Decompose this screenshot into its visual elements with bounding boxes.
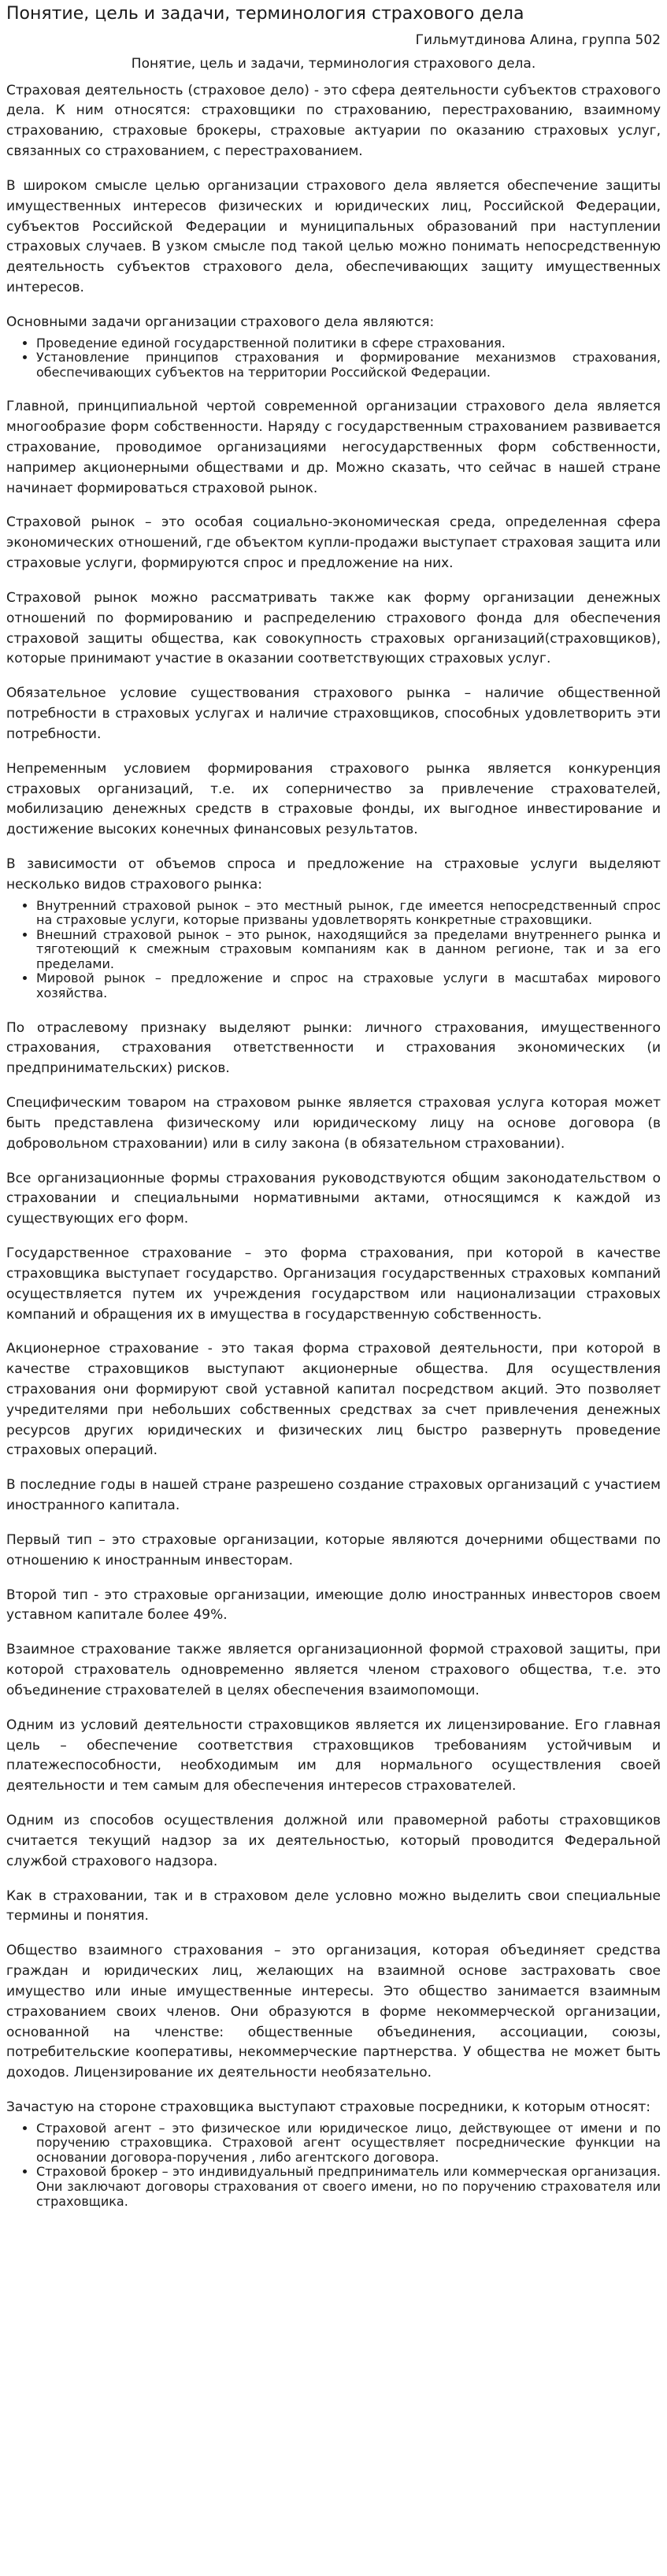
paragraph: Страховой рынок можно рассматривать также как форму организации денежных отношений по формированию и распределению страхового фонда для обеспечения страховой защиты общества, как совокупность страховых организаций(страховщиков), которые принимают участие в оказании соответствующих страховых услуг. <box>6 589 661 667</box>
paragraph: Государственное страхование – это форма страхования, при которой в качестве страховщика выступает государство. Организация государственных страховых компаний осуществляется путем их учреждения государством или национализации страховых компаний и обращения их в имущества в государственную собственность. <box>6 1245 661 1323</box>
paragraph: Второй тип - это страховые организации, имеющие долю иностранных инвесторов своем уставном капитале более 49%. <box>6 1587 661 1624</box>
paragraph: Специфическим товаром на страховом рынке является страховая услуга которая может быть представлена физическому или юридическому лицу на основе договора (в добровольном страховании) или в силу закона (в обязательном страховании). <box>6 1095 661 1152</box>
document-subtitle: Понятие, цель и задачи, терминология страхового дела. <box>131 55 536 72</box>
paragraph: Страховая деятельность (страховое дело) - это сфера деятельности субъектов страхового дела. К ним относятся: страховщики по страхованию, перестрахованию, взаимному страхованию, страховые брокеры, страховые актуарии по оказанию страховых услуг, связанных со страхованием, с перестрахованием. <box>6 82 661 160</box>
list-item: • Страховой брокер – это индивидуальный предприниматель или коммерческая организация. Они заключают договоры страхования от своего имени, но по поручению страхователя или страховщика. <box>36 2165 661 2209</box>
paragraph: Одним из условий деятельности страховщиков является их лицензирование. Его главная цель – обеспечение соответствия страховщиков требованиям устойчивым и платежеспособности, необходимым им для нормального осуществления своей деятельности и тем самым для обеспечения интересов страхователей. <box>6 1717 661 1795</box>
author-line: Гильмутдинова Алина, группа 502 <box>415 32 661 48</box>
paragraph: Главной, принципиальной чертой современной организации страхового дела является многообразие форм собственности. Наряду с государственным страхованием развивается страхование, проводимое организациями негосударственных форм собственности, например акционерными обществами и др. Можно сказать, что сейчас в нашей стране начинает формироваться страховой рынок. <box>6 399 661 496</box>
paragraph: Непременным условием формирования страхового рынка является конкуренция страховых организаций, т.е. их соперничество за привлечение страхователей, мобилизацию денежных средств в страховые фонды, их выгодное инвестирование и достижение высоких конечных финансовых результатов. <box>6 760 661 838</box>
paragraph: Страховой рынок – это особая социально-экономическая среда, определенная сфера экономических отношений, где объектом купли-продажи выступает страховая защита или страховые услуги, формируются спрос и предложение на них. <box>6 514 661 572</box>
paragraph: Общество взаимного страхования – это организация, которая объединяет средства граждан и юридических лиц, желающих на взаимной основе застраховать свое имущество или иные имущественные интересы. Это общество занимается взаимным страхованием своих членов. Они образуются в форме некоммерческой организации, основанной на членстве: общественные объединения, ассоциации, союзы, потребительские кооперативы, некоммерческие партнерства. У общества не может быть доходов. Лицензирование их деятельности необязательно. <box>6 1943 661 2081</box>
list-item: • Мировой рынок – предложение и спрос на страховые услуги в масштабах мирового хозяйства. <box>36 971 661 1000</box>
document-title: Понятие, цель и задачи, терминология страхового дела <box>6 4 524 24</box>
list-item: • Страховой агент – это физическое или юридическое лицо, действующее от имени и по поручению страховщика. Страховой агент осуществляет посреднические функции на основании договора-поручения , либо агентского договора. <box>36 2121 661 2166</box>
paragraph: Акционерное страхование - это такая форма страховой деятельности, при которой в качестве страховщиков выступают акционерные общества. Для осуществления страхования они формируют свой уставной капитал посредством акций. Это позволяет учредителями при небольших собственных средствах за счет привлечения денежных ресурсов других юридических и физических лиц быстро развернуть проведение страховых операций. <box>6 1341 661 1459</box>
paragraph: Первый тип – это страховые организации, которые являются дочерними обществами по отношению к иностранным инвесторам. <box>6 1531 661 1568</box>
list-item: • Проведение единой государственной политики в сфере страхования. <box>36 336 661 351</box>
paragraph: Взаимное страхование также является организационной формой страховой защиты, при которой страхователь одновременно является членом страхового общества, т.е. это объединение страхователей в целях обеспечения взаимопомощи. <box>6 1642 661 1698</box>
market-types-list <box>6 899 661 1001</box>
paragraph: В широком смысле целью организации страхового дела является обеспечение защиты имущественных интересов физических и юридических лиц, Российской Федерации, субъектов Российской Федерации и муниципальных образований при наступлении страховых случаев. В узком смысле под такой целью можно понимать непосредственную деятельность субъектов страхового дела, обеспечивающих защиту имущественных интересов. <box>6 177 661 296</box>
paragraph: Все организационные формы страхования руководствуются общим законодательством о страховании и специальными нормативными актами, относящимся к каждой из существующих его форм. <box>6 1170 661 1227</box>
paragraph: В последние годы в нашей стране разрешено создание страховых организаций с участием иностранного капитала. <box>6 1477 661 1514</box>
paragraph: Обязательное условие существования страхового рынка – наличие общественной потребности в страховых услугах и наличие страховщиков, способных удовлетворить эти потребности. <box>6 685 661 742</box>
paragraph: Одним из способов осуществления должной или правомерной работы страховщиков считается текущий надзор за их деятельностью, который проводится Федеральной службой страхового надзора. <box>6 1813 661 1869</box>
paragraph: Как в страховании, так и в страховом деле условно можно выделить свои специальные термины и понятия. <box>6 1887 661 1925</box>
paragraph: Зачастую на стороне страховщика выступают страховые посредники, к которым относят: <box>6 2099 651 2115</box>
tasks-list <box>6 336 661 380</box>
list-item: • Внутренний страховой рынок – это местный рынок, где имеется непосредственный спрос на страховые услуги, которые призваны удовлетворять конкретные страховщики. <box>36 899 661 928</box>
paragraph: По отраслевому признаку выделяют рынки: личного страхования, имущественного страхования, страхования ответственности и страхования экономических (и предпринимательских) рисков. <box>6 1019 661 1077</box>
paragraph: Основными задачи организации страхового дела являются: <box>6 314 435 330</box>
paragraph: В зависимости от объемов спроса и предложение на страховые услуги выделяют несколько видов страхового рынка: <box>6 856 661 893</box>
intermediaries-list <box>6 2121 661 2209</box>
list-item: • Внешний страховой рынок – это рынок, находящийся за пределами внутреннего рынка и тяготеющий к смежным страховым компаниям как в данном регионе, так и за его пределами. <box>36 928 661 972</box>
list-item: • Установление принципов страхования и формирование механизмов страхования, обеспечивающих субъектов на территории Российской Федерации. <box>36 351 661 380</box>
